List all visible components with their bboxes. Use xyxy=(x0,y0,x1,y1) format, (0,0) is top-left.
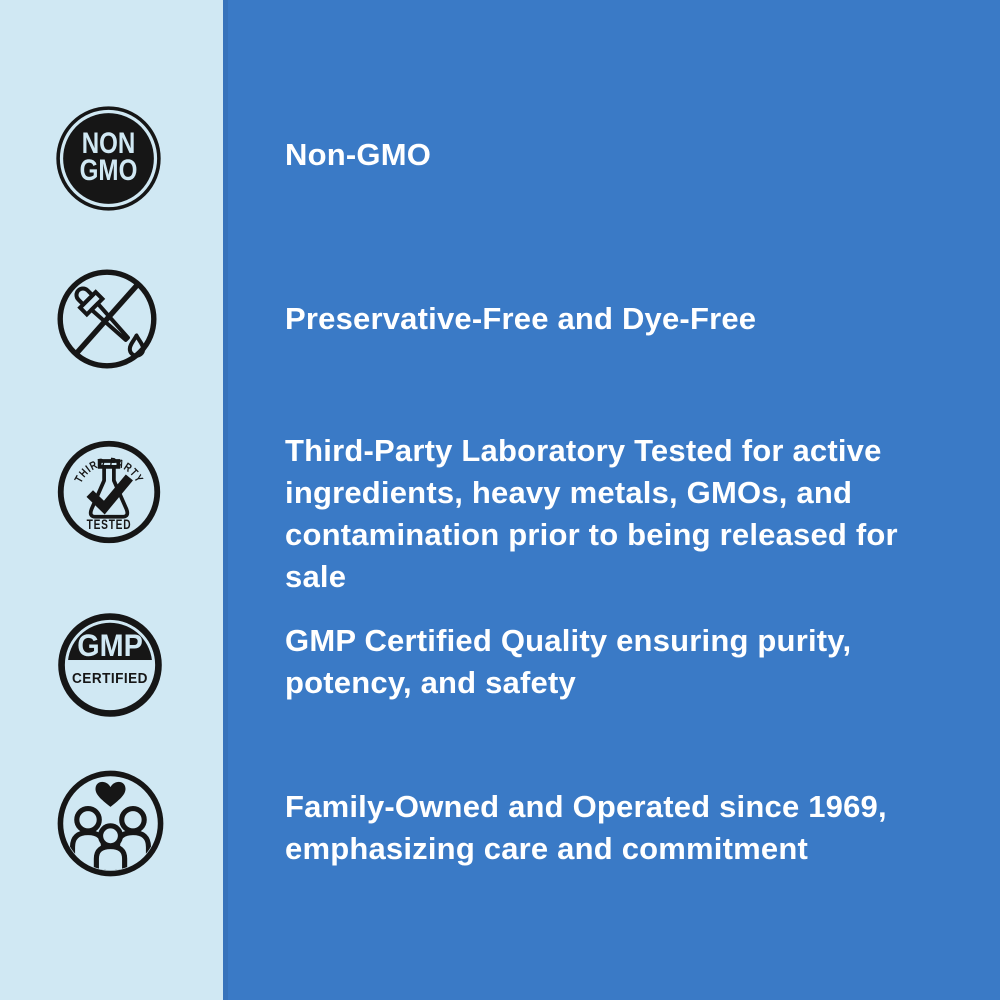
benefit-line: Non-GMO xyxy=(285,137,432,172)
benefit-line: ingredients, heavy metals, GMOs, and xyxy=(285,475,853,510)
benefit-line: GMP Certified Quality ensuring purity, xyxy=(285,623,852,658)
gmp-certified-badge-icon xyxy=(58,613,162,717)
benefit-text-family xyxy=(285,786,945,870)
benefit-text-preservative-free xyxy=(285,298,945,340)
badge-text-tested: TESTED xyxy=(86,516,132,533)
badge-text-gmp: GMP xyxy=(77,628,143,664)
benefit-line: Third-Party Laboratory Tested for active xyxy=(285,433,882,468)
badge-text-non: NON xyxy=(81,127,136,161)
third-party-tested-badge-icon xyxy=(57,440,161,544)
child-body xyxy=(96,847,124,874)
badge-arc-text: THIRD PARTY xyxy=(72,456,146,487)
benefit-line: Preservative-Free and Dye-Free xyxy=(285,301,757,336)
benefit-line: emphasizing care and commitment xyxy=(285,831,808,866)
family-heart-icon xyxy=(57,770,164,877)
benefit-line: potency, and safety xyxy=(285,665,576,700)
benefit-text-non-gmo xyxy=(285,134,945,176)
no-dropper-icon xyxy=(57,269,157,369)
benefit-line: Family-Owned and Operated since 1969, xyxy=(285,789,887,824)
badge-text-gmo: GMO xyxy=(79,154,138,188)
benefit-text-gmp xyxy=(285,620,945,704)
parent-right-head xyxy=(122,809,144,831)
benefit-text-third-party xyxy=(285,430,945,598)
heart-glyph xyxy=(95,782,125,807)
non-gmo-badge-icon xyxy=(56,106,161,211)
slash-line xyxy=(78,286,137,352)
child-head xyxy=(101,826,121,846)
benefit-line: contamination prior to being released for sale xyxy=(285,517,898,594)
badge-text-certified: CERTIFIED xyxy=(72,671,148,688)
parent-left-head xyxy=(77,809,99,831)
dropper-glyph xyxy=(71,283,135,347)
